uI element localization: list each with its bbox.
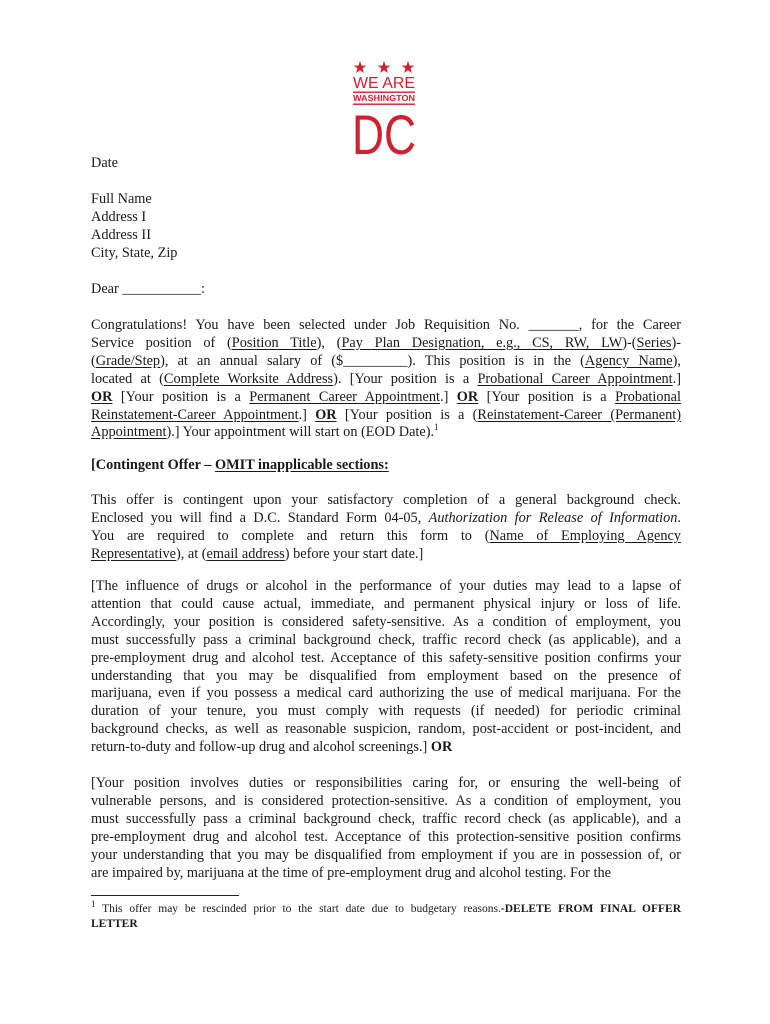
text-line: [91, 721, 681, 739]
text-run: ),: [672, 352, 681, 369]
text-run: ), (: [316, 334, 342, 351]
text-line: [91, 899, 681, 917]
address-full-name: Full Name: [91, 191, 152, 207]
text-run: pre-employment drug and alcohol test. Acceptance of this safety-sensitive position confirms your: [91, 649, 681, 666]
text-line: [91, 847, 681, 865]
text-run: OR: [456, 388, 479, 405]
text-line: [91, 457, 681, 475]
logo-star-3: [402, 61, 415, 73]
text-run: .]: [440, 388, 457, 405]
text-run: .]: [672, 370, 682, 387]
logo-we-are: WE ARE: [353, 75, 415, 92]
footnote-divider: [91, 895, 239, 896]
text-line: [91, 510, 681, 528]
text-run: [Your position is a: [478, 388, 616, 405]
text-line: [91, 775, 681, 793]
logo-dc: DC: [352, 103, 416, 166]
text-run: .: [677, 509, 681, 526]
text-run: Pay Plan Designation, e.g., CS, RW, LW: [341, 334, 623, 351]
logo-washington: WASHINGTON: [353, 93, 415, 103]
text-line: [91, 668, 681, 686]
text-run: This offer may be rescinded prior to the start date due to budgetary reasons.: [95, 903, 501, 915]
text-line: [91, 811, 681, 829]
safety-sensitive-paragraph: [91, 578, 681, 757]
text-run: are impaired by, marijuana at the time of pre-employment drug and alcohol testing. For the: [91, 864, 611, 881]
text-run: email address: [206, 545, 285, 562]
contingent-offer-heading: [91, 457, 681, 475]
text-run: ). [Your position is a: [333, 370, 478, 387]
text-run: Representative: [91, 545, 176, 562]
text-run: This offer is contingent upon your satisfactory completion of a general background check.: [91, 492, 681, 508]
text-run: duration of your tenure, you must comply with requests (if needed) for periodic criminal: [91, 703, 681, 720]
text-run: Probational: [615, 388, 681, 405]
text-run: located at (: [91, 370, 164, 387]
text-run: .]: [298, 406, 316, 423]
text-run: [The influence of drugs or alcohol in the performance of your duties may lead to a lapse of: [91, 578, 681, 594]
address-line-1: Address I: [91, 208, 147, 225]
text-run: ), at an annual salary of ($_________). This position is in the (: [160, 352, 585, 369]
text-run: Complete Worksite Address: [163, 370, 334, 387]
text-run: Name of Employing Agency: [489, 527, 681, 544]
text-run: Probational Career Appointment: [477, 370, 673, 387]
text-line: [91, 865, 681, 883]
text-run: Series: [636, 334, 672, 351]
text-run: LETTER: [91, 918, 138, 930]
text-line: [91, 632, 681, 650]
text-run: Position Title: [231, 334, 317, 351]
text-run: vulnerable persons, and is considered protection-sensitive. As a condition of employment, you: [91, 792, 681, 809]
text-run: [Your position is a: [112, 388, 250, 405]
text-run: understanding that you may be disqualified from employment based on the presence of: [91, 667, 681, 684]
text-line: [91, 335, 681, 353]
text-run: -DELETE FROM FINAL OFFER: [500, 903, 681, 915]
text-line: [91, 371, 681, 389]
text-run: Accordingly, your position is considered safety-sensitive. As a condition of employment, you: [91, 613, 681, 630]
text-run: pre-employment drug and alcohol test. Acceptance of this protection-sensitive position confirms: [91, 828, 681, 845]
text-line: [91, 703, 681, 721]
text-line: [91, 829, 681, 847]
footnote-marker: 1: [91, 899, 96, 910]
text-line: [91, 793, 681, 811]
text-line: [91, 424, 681, 442]
text-run: must successfully pass a criminal background check, traffic record check (as applicable), and a: [91, 810, 681, 827]
text-run: attention that could cause actual, immediate, and permanent physical injury or loss of life.: [91, 595, 681, 612]
text-run: Grade/Step: [95, 352, 161, 369]
date-line: Date: [91, 155, 118, 171]
text-run: Enclosed you will find a D.C. Standard Form 04-05,: [91, 509, 429, 526]
text-run: [Contingent Offer –: [91, 457, 216, 473]
text-run: [Your position is a (: [336, 406, 478, 423]
text-run: Agency Name: [584, 352, 673, 369]
text-run: your understanding that you may be disqualified from employment if you are in possession of, or: [91, 846, 681, 863]
text-run: must successfully pass a criminal background check, traffic record check (as applicable), and a: [91, 631, 681, 648]
text-line: [91, 389, 681, 407]
salutation: Dear ___________:: [91, 281, 205, 297]
text-run: )-: [671, 334, 682, 351]
text-run: Congratulations! You have been selected under Job Requisition No. _______, for the Career: [91, 317, 681, 333]
text-line: [91, 578, 681, 596]
text-run: Reinstatement-Career Appointment: [91, 406, 299, 423]
text-line: [91, 317, 681, 335]
logo-star-1: [354, 61, 367, 73]
address-city-state-zip: City, State, Zip: [91, 244, 178, 261]
background-check-paragraph: [91, 492, 681, 564]
text-run: Authorization for Release of Information: [428, 509, 678, 526]
text-run: OMIT inapplicable sections:: [215, 457, 389, 473]
text-run: OR: [315, 406, 337, 423]
text-line: [91, 528, 681, 546]
text-run: ), at (: [175, 545, 207, 562]
text-line: [91, 353, 681, 371]
text-run: OR: [91, 388, 113, 405]
address-line-2: Address II: [91, 226, 151, 243]
text-line: [91, 407, 681, 425]
footnote-marker: 1: [434, 422, 439, 433]
we-are-washington-dc-logo: [345, 58, 423, 166]
text-line: [91, 650, 681, 668]
text-run: ) before your start date.]: [284, 545, 424, 562]
protection-sensitive-paragraph: [91, 775, 681, 882]
text-run: Service position of (: [91, 334, 232, 351]
text-run: return-to-duty and follow-up drug and alcohol screenings.]: [91, 739, 431, 756]
text-line: [91, 546, 681, 564]
text-run: (: [91, 352, 96, 369]
text-run: )-(: [622, 334, 637, 351]
text-run: marijuana, even if you possess a medical card authorizing the use of medical marijuana. For the: [91, 685, 681, 702]
text-run: OR: [430, 739, 453, 756]
text-run: You are required to complete and return this form to (: [91, 527, 490, 544]
appointment-paragraph: [91, 317, 681, 442]
text-run: background checks, as well as reasonable suspicion, random, post-accident or post-incident, and: [91, 721, 681, 738]
text-line: [91, 739, 681, 757]
text-line: [91, 596, 681, 614]
footnote: [91, 899, 681, 932]
text-line: [91, 685, 681, 703]
text-line: [91, 917, 681, 932]
text-run: [Your position involves duties or responsibilities caring for, or ensuring the well-being of: [91, 775, 681, 791]
text-run: Appointment: [91, 424, 167, 441]
text-line: [91, 492, 681, 510]
recipient-address: [91, 191, 681, 263]
text-line: [91, 614, 681, 632]
logo-star-2: [378, 61, 391, 73]
text-run: Permanent Career Appointment: [249, 388, 441, 405]
text-run: ).] Your appointment will start on (EOD Date).: [166, 424, 435, 441]
text-run: Reinstatement-Career (Permanent): [477, 406, 681, 423]
